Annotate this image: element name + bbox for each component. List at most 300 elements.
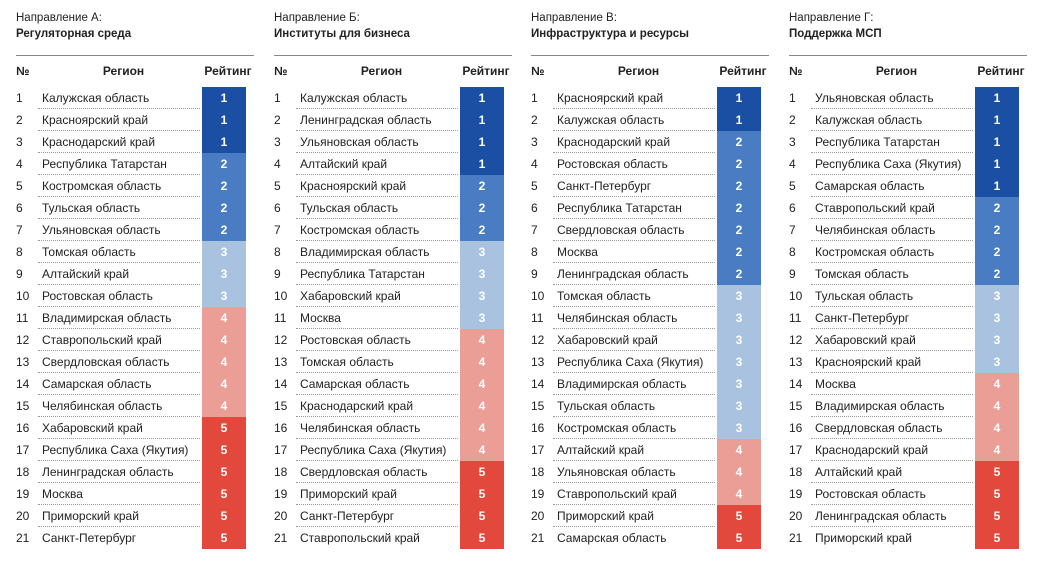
table-row [274,527,512,549]
rating-badge: 3 [717,329,761,351]
row-number: 20 [274,509,288,523]
header-rule [531,55,769,56]
row-region: Хабаровский край [557,333,658,347]
table-row [789,395,1027,417]
row-region: Челябинская область [42,399,163,413]
row-number: 7 [789,223,796,237]
row-region: Свердловская область [557,223,685,237]
row-number: 14 [274,377,288,391]
row-number: 3 [789,135,796,149]
row-region: Калужская область [815,113,923,127]
table-row [16,483,254,505]
rating-badge: 4 [460,329,504,351]
row-region: Ульяновская область [557,465,676,479]
panel-title-topic: Инфраструктура и ресурсы [531,28,689,40]
table-row [531,329,769,351]
rating-badge: 5 [202,505,246,527]
row-region: Челябинская область [300,421,421,435]
table-row [16,153,254,175]
column-header-rating: Рейтинг [204,64,252,78]
rating-badge: 4 [460,439,504,461]
row-number: 12 [16,333,30,347]
row-number: 20 [16,509,30,523]
column-header-number: № [789,64,803,78]
table-row [16,131,254,153]
row-number: 14 [531,377,545,391]
rating-badge: 2 [460,197,504,219]
table-row [16,373,254,395]
row-number: 20 [789,509,803,523]
row-region: Челябинская область [557,311,678,325]
table-row [531,241,769,263]
table-row [274,197,512,219]
row-number: 10 [789,289,803,303]
table-row [16,263,254,285]
row-region: Костромская область [42,179,162,193]
table-row [274,175,512,197]
row-region: Алтайский край [557,443,645,457]
panel-d [789,0,1027,563]
table-row [274,351,512,373]
rating-badge: 1 [460,87,504,109]
rating-badge: 5 [460,527,504,549]
row-number: 6 [789,201,796,215]
row-number: 9 [531,267,538,281]
row-number: 19 [16,487,30,501]
row-number: 5 [531,179,538,193]
row-number: 21 [274,531,288,545]
rating-badge: 3 [717,307,761,329]
row-number: 14 [789,377,803,391]
panel-title-direction: Направление В: [531,12,617,24]
rating-badge: 5 [460,483,504,505]
row-region: Калужская область [42,91,150,105]
table-row [789,131,1027,153]
table-row [16,461,254,483]
column-header-rating: Рейтинг [977,64,1025,78]
table-row [16,505,254,527]
row-region: Костромская область [300,223,420,237]
column-header-region: Регион [617,64,660,78]
rating-badge: 4 [975,395,1019,417]
table-row [16,329,254,351]
column-header-region: Регион [360,64,403,78]
row-number: 16 [789,421,803,435]
table-row [531,109,769,131]
table-row [531,461,769,483]
panel-title [274,10,410,42]
row-region: Республика Татарстан [815,135,940,149]
table-row [789,307,1027,329]
row-region: Ульяновская область [42,223,161,237]
table-row [16,527,254,549]
table-row [274,153,512,175]
row-region: Республика Саха (Якутия) [815,157,962,171]
row-region: Челябинская область [815,223,936,237]
table-row [789,373,1027,395]
row-number: 5 [274,179,281,193]
row-region: Костромская область [557,421,677,435]
rating-badge: 4 [202,351,246,373]
table-row [274,329,512,351]
row-number: 7 [16,223,23,237]
table-row [16,439,254,461]
header-rule [274,55,512,56]
table-row [274,219,512,241]
table-row [274,307,512,329]
row-region: Санкт-Петербург [815,311,910,325]
ranking-table [274,87,512,549]
row-region: Ульяновская область [815,91,934,105]
row-number: 21 [789,531,803,545]
table-row [16,417,254,439]
row-number: 7 [274,223,281,237]
rating-badge: 3 [202,285,246,307]
rating-badge: 2 [717,241,761,263]
panel-title-topic: Регуляторная среда [16,28,132,40]
row-number: 9 [789,267,796,281]
row-region: Томская область [815,267,909,281]
table-row [274,439,512,461]
table-row [16,307,254,329]
row-region: Республика Саха (Якутия) [300,443,447,457]
rating-badge: 3 [460,263,504,285]
rating-badge: 4 [460,395,504,417]
rating-badge: 1 [202,109,246,131]
row-number: 3 [274,135,281,149]
table-row [531,197,769,219]
row-region: Москва [815,377,856,391]
table-row [531,505,769,527]
row-region: Самарская область [300,377,410,391]
row-region: Ставропольский край [300,531,420,545]
rating-badge: 2 [717,263,761,285]
table-row [531,351,769,373]
row-region: Краснодарский край [42,135,156,149]
row-number: 2 [531,113,538,127]
row-region: Ростовская область [815,487,926,501]
rating-badge: 3 [202,241,246,263]
rating-badge: 2 [975,241,1019,263]
row-region: Ставропольский край [42,333,162,347]
rating-badge: 3 [975,307,1019,329]
rating-badge: 2 [202,197,246,219]
rating-badge: 2 [975,197,1019,219]
rating-badge: 1 [717,87,761,109]
rating-badge: 2 [202,175,246,197]
row-number: 9 [274,267,281,281]
row-number: 15 [16,399,30,413]
panel-title [16,10,131,42]
row-number: 10 [274,289,288,303]
row-region: Ленинградская область [42,465,174,479]
table-row [16,109,254,131]
row-number: 17 [16,443,30,457]
rating-badge: 3 [717,285,761,307]
row-number: 4 [789,157,796,171]
rating-badge: 5 [717,505,761,527]
table-row [531,263,769,285]
row-region: Свердловская область [42,355,170,369]
table-row [16,219,254,241]
row-region: Самарская область [42,377,152,391]
row-number: 20 [531,509,545,523]
table-row [274,263,512,285]
row-number: 8 [16,245,23,259]
rating-badge: 5 [460,505,504,527]
table-row [789,241,1027,263]
table-row [531,527,769,549]
row-number: 7 [531,223,538,237]
rating-badge: 2 [460,219,504,241]
row-number: 2 [789,113,796,127]
row-number: 12 [789,333,803,347]
rating-badge: 4 [202,307,246,329]
ranking-table [16,87,254,549]
header-rule [789,55,1027,56]
row-region: Тульская область [300,201,399,215]
row-region: Владимирская область [300,245,430,259]
row-region: Москва [42,487,83,501]
table-row [789,87,1027,109]
panel-title-direction: Направление Г: [789,12,874,24]
rating-badge: 3 [717,395,761,417]
row-region: Хабаровский край [815,333,916,347]
row-number: 8 [789,245,796,259]
row-number: 6 [531,201,538,215]
rating-badge: 2 [717,175,761,197]
rating-badge: 4 [717,483,761,505]
rating-badge: 3 [975,351,1019,373]
rating-badge: 3 [975,329,1019,351]
row-region: Краснодарский край [815,443,929,457]
table-row [274,417,512,439]
rating-badge: 4 [460,373,504,395]
row-number: 4 [16,157,23,171]
row-number: 21 [531,531,545,545]
row-number: 16 [274,421,288,435]
rating-badge: 4 [975,417,1019,439]
row-region: Свердловская область [815,421,943,435]
row-number: 17 [531,443,545,457]
row-number: 4 [274,157,281,171]
table-row [274,241,512,263]
table-row [789,263,1027,285]
row-number: 11 [789,311,802,325]
row-region: Тульская область [42,201,141,215]
table-row [789,197,1027,219]
row-region: Ростовская область [42,289,153,303]
row-number: 13 [274,355,288,369]
rating-badge: 1 [975,109,1019,131]
row-number: 11 [16,311,29,325]
table-row [789,351,1027,373]
ranking-table [789,87,1027,549]
row-region: Москва [557,245,598,259]
rating-badge: 5 [202,527,246,549]
rating-badge: 1 [460,109,504,131]
row-region: Республика Саха (Якутия) [42,443,189,457]
row-region: Ростовская область [300,333,411,347]
table-row [531,285,769,307]
table-row [531,307,769,329]
rating-badge: 4 [460,351,504,373]
row-number: 18 [531,465,545,479]
row-number: 1 [16,91,23,105]
panel-b [274,0,512,563]
table-row [16,241,254,263]
row-region: Красноярский край [815,355,922,369]
ranking-table [531,87,769,549]
row-region: Ульяновская область [300,135,419,149]
table-row [531,439,769,461]
row-number: 14 [16,377,30,391]
row-number: 12 [274,333,288,347]
table-row [789,461,1027,483]
row-number: 15 [531,399,545,413]
table-row [274,109,512,131]
panel-title-topic: Институты для бизнеса [274,28,410,40]
table-row [789,439,1027,461]
row-region: Владимирская область [815,399,945,413]
panel-c [531,0,769,563]
rating-badge: 4 [717,461,761,483]
rating-badge: 1 [717,109,761,131]
table-row [531,175,769,197]
row-region: Хабаровский край [300,289,401,303]
row-region: Калужская область [300,91,408,105]
rating-badge: 5 [717,527,761,549]
row-region: Приморский край [815,531,912,545]
rating-badge: 5 [975,461,1019,483]
column-header-region: Регион [102,64,145,78]
row-number: 10 [531,289,545,303]
row-number: 1 [789,91,796,105]
column-header-rating: Рейтинг [719,64,767,78]
table-row [16,87,254,109]
table-row [531,219,769,241]
row-region: Республика Татарстан [42,157,167,171]
row-region: Ленинградская область [557,267,689,281]
row-region: Красноярский край [557,91,664,105]
row-number: 2 [274,113,281,127]
column-header-number: № [531,64,545,78]
table-row [789,483,1027,505]
rating-badge: 1 [975,175,1019,197]
rating-badge: 5 [202,461,246,483]
table-row [16,395,254,417]
column-header-rating: Рейтинг [462,64,510,78]
row-number: 4 [531,157,538,171]
table-row [16,197,254,219]
rating-badge: 4 [975,373,1019,395]
table-row [531,373,769,395]
row-region: Владимирская область [557,377,687,391]
table-row [789,329,1027,351]
table-row [274,373,512,395]
rating-badge: 1 [975,87,1019,109]
row-number: 13 [16,355,30,369]
rating-badge: 2 [975,219,1019,241]
rating-badge: 5 [460,461,504,483]
row-region: Приморский край [557,509,654,523]
row-region: Томская область [42,245,136,259]
row-region: Самарская область [557,531,667,545]
row-region: Ставропольский край [815,201,935,215]
rating-badge: 1 [202,87,246,109]
row-number: 17 [274,443,288,457]
row-region: Краснодарский край [557,135,671,149]
table-row [274,483,512,505]
row-number: 19 [531,487,545,501]
panel-title-direction: Направление Б: [274,12,360,24]
table-row [531,483,769,505]
rating-badge: 1 [975,131,1019,153]
row-number: 15 [789,399,803,413]
rating-badge: 2 [460,175,504,197]
table-row [274,285,512,307]
row-region: Приморский край [300,487,397,501]
row-number: 17 [789,443,803,457]
rating-badge: 3 [717,417,761,439]
row-region: Приморский край [42,509,139,523]
row-number: 11 [274,311,287,325]
row-region: Алтайский край [300,157,388,171]
row-region: Самарская область [815,179,925,193]
row-number: 5 [789,179,796,193]
panel-title [531,10,689,42]
row-number: 12 [531,333,545,347]
rating-badge: 1 [460,153,504,175]
header-rule [16,55,254,56]
rating-badge: 4 [717,439,761,461]
row-region: Калужская область [557,113,665,127]
rating-badge: 2 [202,153,246,175]
table-row [274,461,512,483]
column-header-region: Регион [875,64,918,78]
table-row [789,219,1027,241]
table-row [789,527,1027,549]
table-row [531,87,769,109]
row-region: Краснодарский край [300,399,414,413]
table-row [789,175,1027,197]
row-region: Санкт-Петербург [300,509,395,523]
rating-badge: 4 [460,417,504,439]
rating-badge: 3 [202,263,246,285]
row-region: Санкт-Петербург [557,179,652,193]
row-region: Ленинградская область [300,113,432,127]
row-number: 8 [274,245,281,259]
rating-badge: 5 [975,483,1019,505]
rating-badge: 4 [202,373,246,395]
table-row [789,153,1027,175]
table-row [531,395,769,417]
panel-title-direction: Направление А: [16,12,102,24]
row-region: Санкт-Петербург [42,531,137,545]
rating-badge: 2 [202,219,246,241]
row-number: 3 [531,135,538,149]
rating-badge: 4 [202,395,246,417]
table-row [789,109,1027,131]
rating-badge: 1 [460,131,504,153]
row-number: 19 [274,487,288,501]
row-region: Красноярский край [42,113,149,127]
rating-badge: 4 [975,439,1019,461]
panel-title [789,10,882,42]
rating-badge: 3 [460,307,504,329]
row-number: 18 [16,465,30,479]
rating-badge: 4 [202,329,246,351]
